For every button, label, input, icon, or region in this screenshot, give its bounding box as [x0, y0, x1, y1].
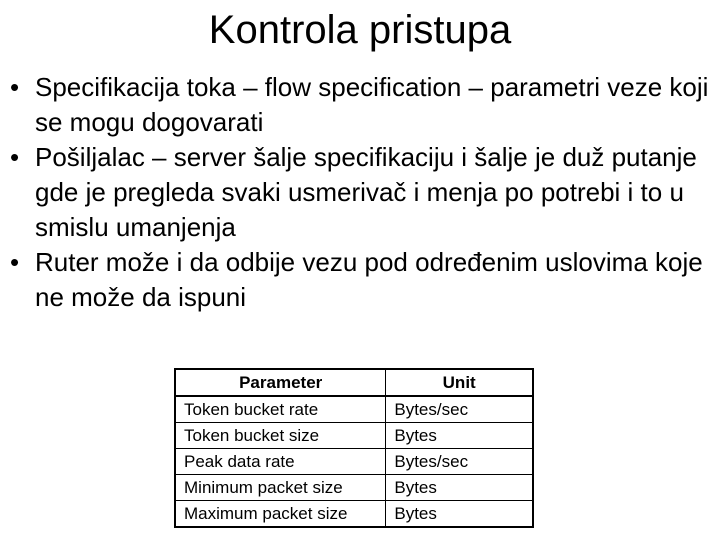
table-row — [175, 423, 533, 449]
table-cell-parameter: Maximum packet size — [175, 501, 386, 528]
table-row — [175, 501, 533, 528]
column-header-parameter: Parameter — [175, 369, 386, 396]
table-cell-parameter: Token bucket size — [175, 423, 386, 449]
table-cell-unit: Bytes — [386, 501, 533, 528]
table-cell-unit: Bytes — [386, 423, 533, 449]
table-cell-parameter: Minimum packet size — [175, 475, 386, 501]
bullet-marker: • — [10, 247, 20, 277]
table-cell-parameter: Peak data rate — [175, 449, 386, 475]
bullet-item — [10, 245, 710, 315]
table-cell-unit: Bytes/sec — [386, 396, 533, 423]
table-cell-unit: Bytes/sec — [386, 449, 533, 475]
bullet-marker: • — [10, 72, 20, 102]
bullet-text: Ruter može i da odbije vezu pod određenim uslovima koje ne može da ispuni — [35, 247, 703, 312]
bullet-item — [10, 140, 710, 245]
slide-title: Kontrola pristupa — [208, 8, 512, 52]
table-row — [175, 396, 533, 423]
bullet-item — [10, 70, 710, 140]
bullet-marker: • — [10, 142, 20, 172]
bullet-list — [10, 70, 710, 315]
table-header-row — [175, 369, 533, 396]
table-row — [175, 449, 533, 475]
bullet-text: Specifikacija toka – flow specification – parametri veze koji se mogu dogovarati — [35, 72, 709, 137]
table-row — [175, 475, 533, 501]
bullet-text: Pošiljalac – server šalje specifikaciju i šalje je duž putanje gde je pregleda svaki usmerivač i menja po potrebi i to u smislu umanjenja — [35, 142, 697, 242]
table-cell-parameter: Token bucket rate — [175, 396, 386, 423]
column-header-unit: Unit — [386, 369, 533, 396]
table-cell-unit: Bytes — [386, 475, 533, 501]
parameter-table — [174, 368, 534, 528]
